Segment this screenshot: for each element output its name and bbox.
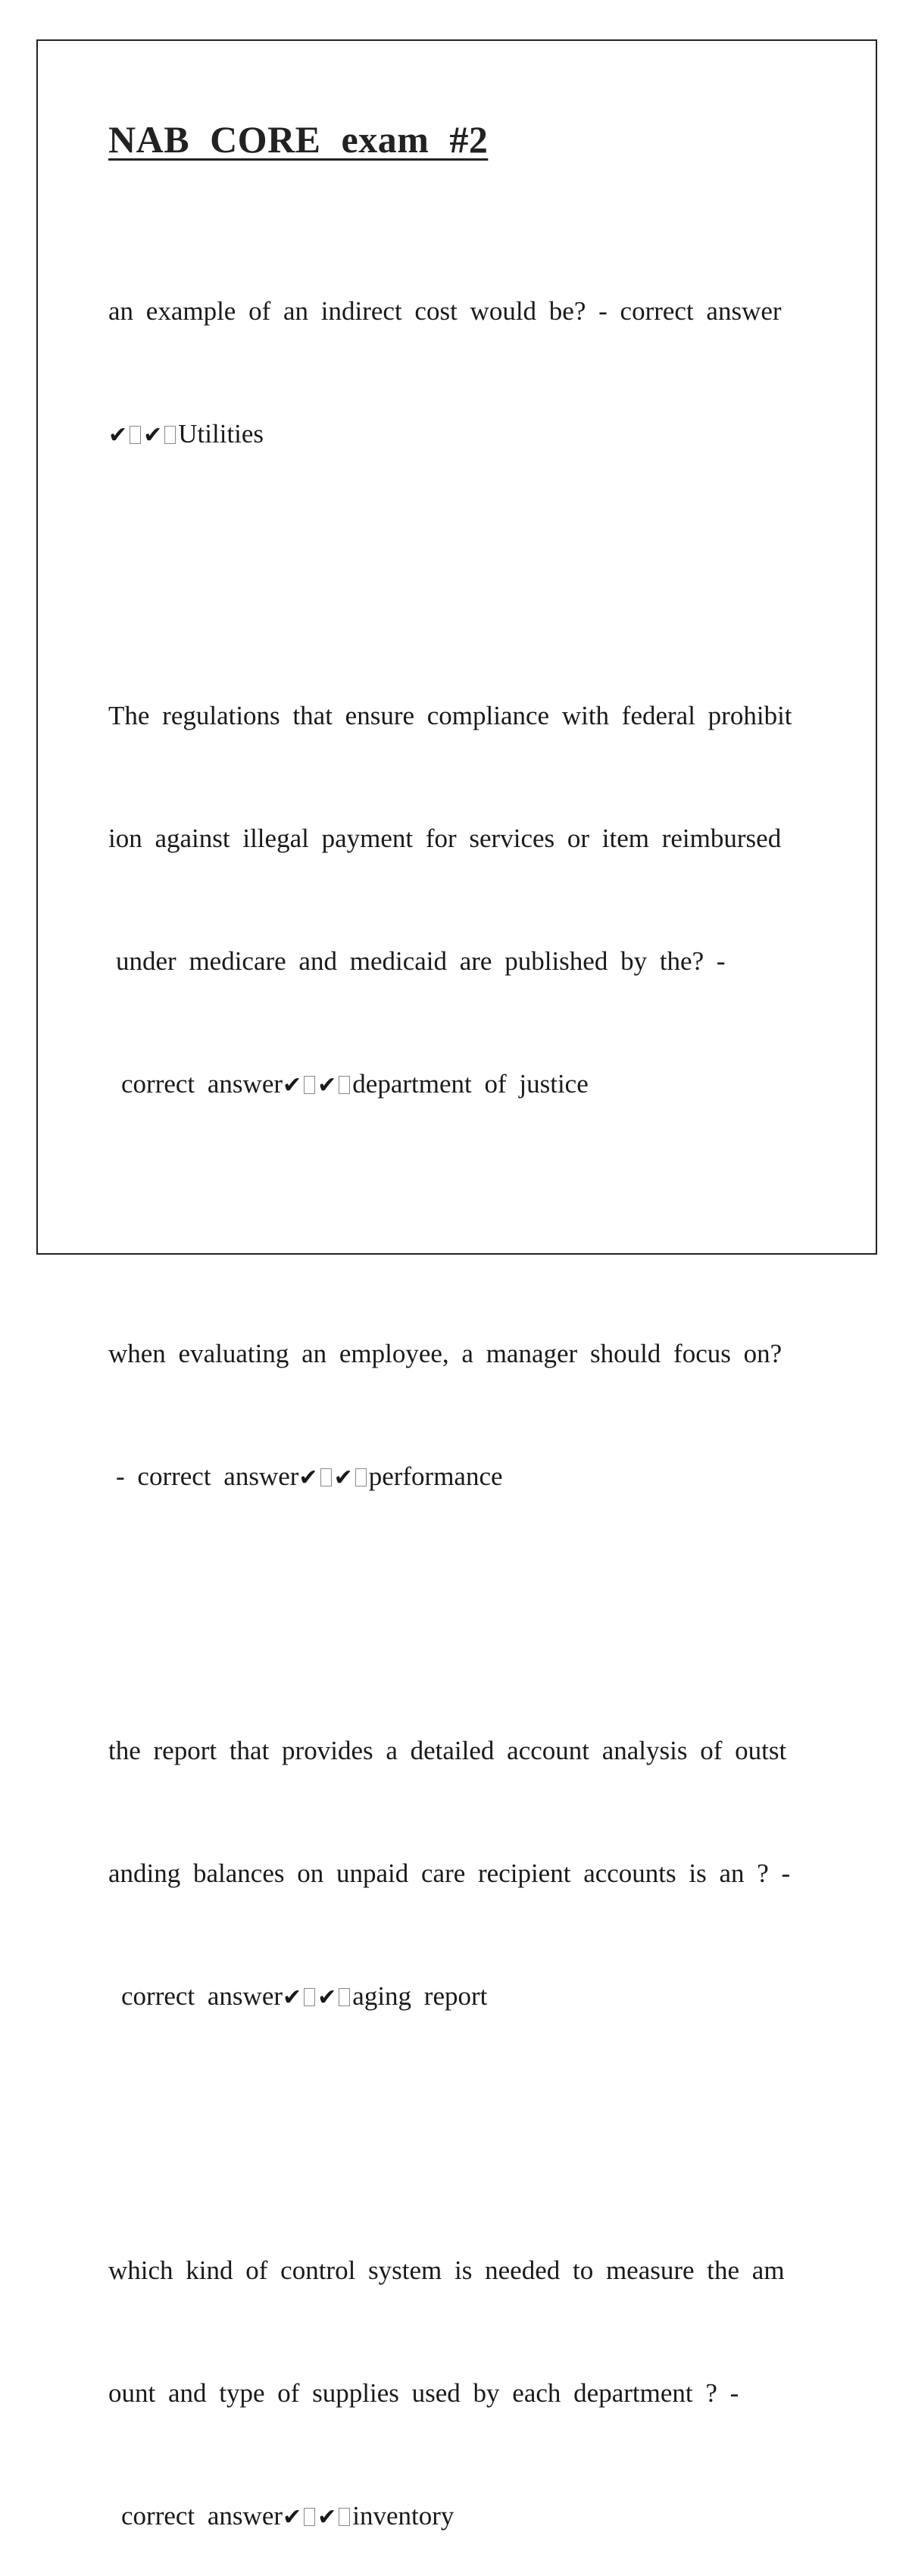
check-icon: ✔ xyxy=(108,422,128,449)
question-block xyxy=(108,1649,813,2100)
answer-text: aging report xyxy=(352,1981,488,2011)
question-block xyxy=(108,2168,813,2576)
question-line: The regulations that ensure compliance with federal prohibit xyxy=(108,701,792,730)
answer-line xyxy=(108,2496,813,2538)
missing-glyph-icon xyxy=(304,1988,315,2006)
page-title: NAB CORE exam #2 xyxy=(108,118,489,161)
check-icon: ✔ xyxy=(317,1984,337,2011)
answer-prefix: - correct answer xyxy=(116,1462,299,1491)
answer-line xyxy=(108,1456,813,1499)
check-icon: ✔ xyxy=(333,1465,353,1491)
question-line: ount and type of supplies used by each department ? - xyxy=(108,2378,739,2408)
question-line: the report that provides a detailed account analysis of outst xyxy=(108,1736,787,1765)
check-icon: ✔ xyxy=(283,1072,302,1099)
document-content xyxy=(108,117,813,2576)
answer-prefix: correct answer xyxy=(121,1069,283,1099)
missing-glyph-icon xyxy=(304,1076,315,1094)
answer-text: performance xyxy=(368,1462,503,1491)
check-icon: ✔ xyxy=(317,2504,337,2531)
answer-text: department of justice xyxy=(352,1069,589,1099)
missing-glyph-icon xyxy=(130,426,141,444)
check-icon: ✔ xyxy=(283,1984,302,2011)
check-icon: ✔ xyxy=(298,1465,318,1491)
missing-glyph-icon xyxy=(339,1988,350,2006)
question-block xyxy=(108,614,813,1188)
question-line: which kind of control system is needed to measure the am xyxy=(108,2256,785,2285)
question-line: ion against illegal payment for services or item reimbursed xyxy=(108,824,782,853)
missing-glyph-icon xyxy=(339,1076,350,1094)
question-block xyxy=(108,209,813,538)
answer-text: Utilities xyxy=(178,419,264,449)
answer-prefix: correct answer xyxy=(121,1981,283,2011)
question-block xyxy=(108,1252,813,1580)
answer-line xyxy=(108,1064,813,1106)
answer-line xyxy=(108,414,813,456)
missing-glyph-icon xyxy=(339,2508,350,2526)
question-line: an example of an indirect cost would be? - correct answer xyxy=(108,296,782,326)
question-line: when evaluating an employee, a manager should focus on? xyxy=(108,1339,782,1368)
check-icon: ✔ xyxy=(283,2504,302,2531)
question-line: anding balances on unpaid care recipient accounts is an ? - xyxy=(108,1859,791,1888)
answer-prefix: correct answer xyxy=(121,2501,283,2531)
answer-text: inventory xyxy=(352,2501,454,2531)
missing-glyph-icon xyxy=(320,1468,332,1487)
check-icon: ✔ xyxy=(143,422,163,449)
question-line: under medicare and medicaid are published by the? - xyxy=(116,946,726,976)
check-icon: ✔ xyxy=(317,1072,337,1099)
document-page xyxy=(36,39,877,2531)
missing-glyph-icon xyxy=(304,2508,315,2526)
missing-glyph-icon xyxy=(164,426,176,444)
answer-line xyxy=(108,1976,813,2018)
missing-glyph-icon xyxy=(355,1468,367,1487)
